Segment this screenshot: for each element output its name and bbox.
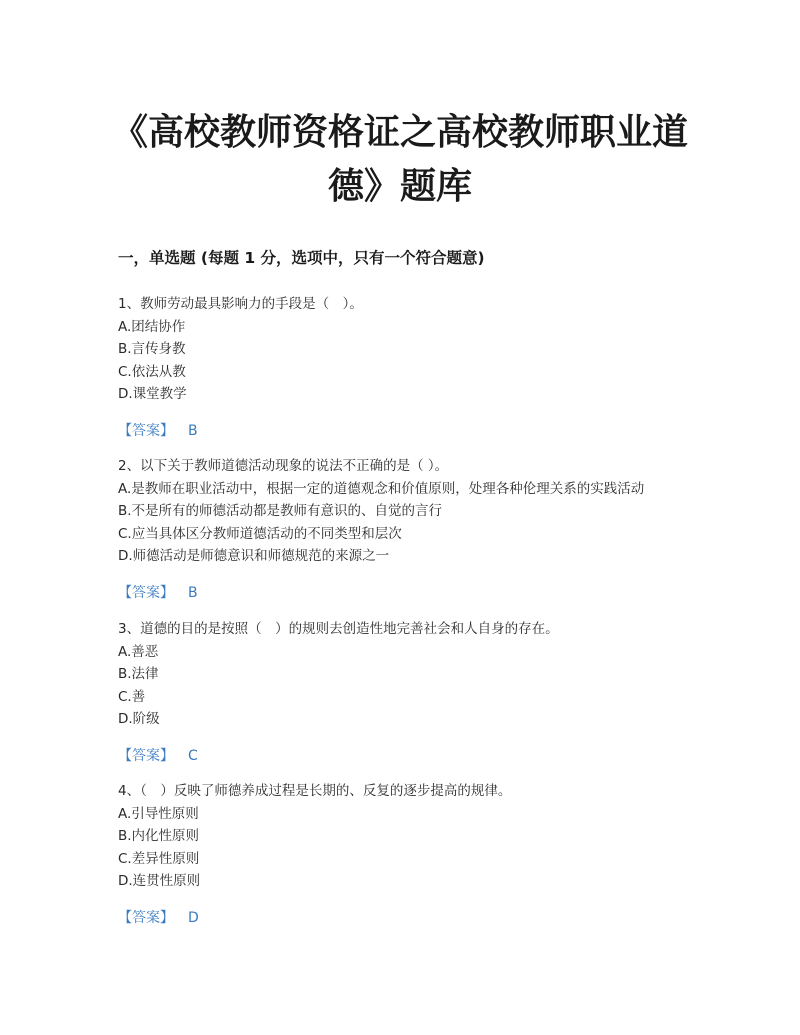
answer-value: C <box>188 747 198 764</box>
option-c: C.依法从教 <box>118 363 186 380</box>
answer-line <box>118 420 718 442</box>
question-stem: 1、教师劳动最具影响力的手段是（ ）。 <box>118 296 363 312</box>
option-d: D.连贯性原则 <box>118 873 201 889</box>
question-4 <box>118 780 718 929</box>
option-a: A.是教师在职业活动中，根据一定的道德观念和价值原则，处理各种伦理关系的实践活动 <box>118 480 645 497</box>
option-d: D.阶级 <box>118 711 160 727</box>
option-c: C.差异性原则 <box>118 850 200 867</box>
section-heading: 一，单选题 (每题 1 分，选项中，只有一个符合题意) <box>118 249 485 267</box>
answer-label: 【答案】 <box>118 747 174 764</box>
answer-line <box>118 907 718 929</box>
option-b: B.言传身教 <box>118 341 186 357</box>
answer-label: 【答案】 <box>118 909 174 926</box>
question-2 <box>118 455 718 604</box>
option-c: C.应当具体区分教师道德活动的不同类型和层次 <box>118 525 402 542</box>
option-a: A.团结协作 <box>118 318 186 335</box>
option-b: B.不是所有的师德活动都是教师有意识的、自觉的言行 <box>118 503 443 519</box>
answer-value: D <box>188 909 199 926</box>
question-stem: 3、道德的目的是按照（ ）的规则去创造性地完善社会和人自身的存在。 <box>118 621 559 637</box>
option-b: B.法律 <box>118 666 159 682</box>
option-c: C.善 <box>118 688 146 705</box>
question-1 <box>118 293 718 442</box>
answer-value: B <box>188 584 198 601</box>
answer-label: 【答案】 <box>118 422 174 439</box>
answer-label: 【答案】 <box>118 584 174 601</box>
option-b: B.内化性原则 <box>118 828 200 844</box>
question-stem: 4、（ ）反映了师德养成过程是长期的、反复的逐步提高的规律。 <box>118 783 512 799</box>
answer-line <box>118 745 718 767</box>
document-title: 《高校教师资格证之高校教师职业道德》题库 <box>111 112 688 207</box>
option-a: A.善恶 <box>118 643 159 660</box>
option-d: D.课堂教学 <box>118 386 187 402</box>
option-a: A.引导性原则 <box>118 805 199 822</box>
answer-line <box>118 582 718 604</box>
option-d: D.师德活动是师德意识和师德规范的来源之一 <box>118 548 390 564</box>
answer-value: B <box>188 422 198 439</box>
question-3 <box>118 618 718 767</box>
question-stem: 2、以下关于教师道德活动现象的说法不正确的是（ ）。 <box>118 458 449 474</box>
